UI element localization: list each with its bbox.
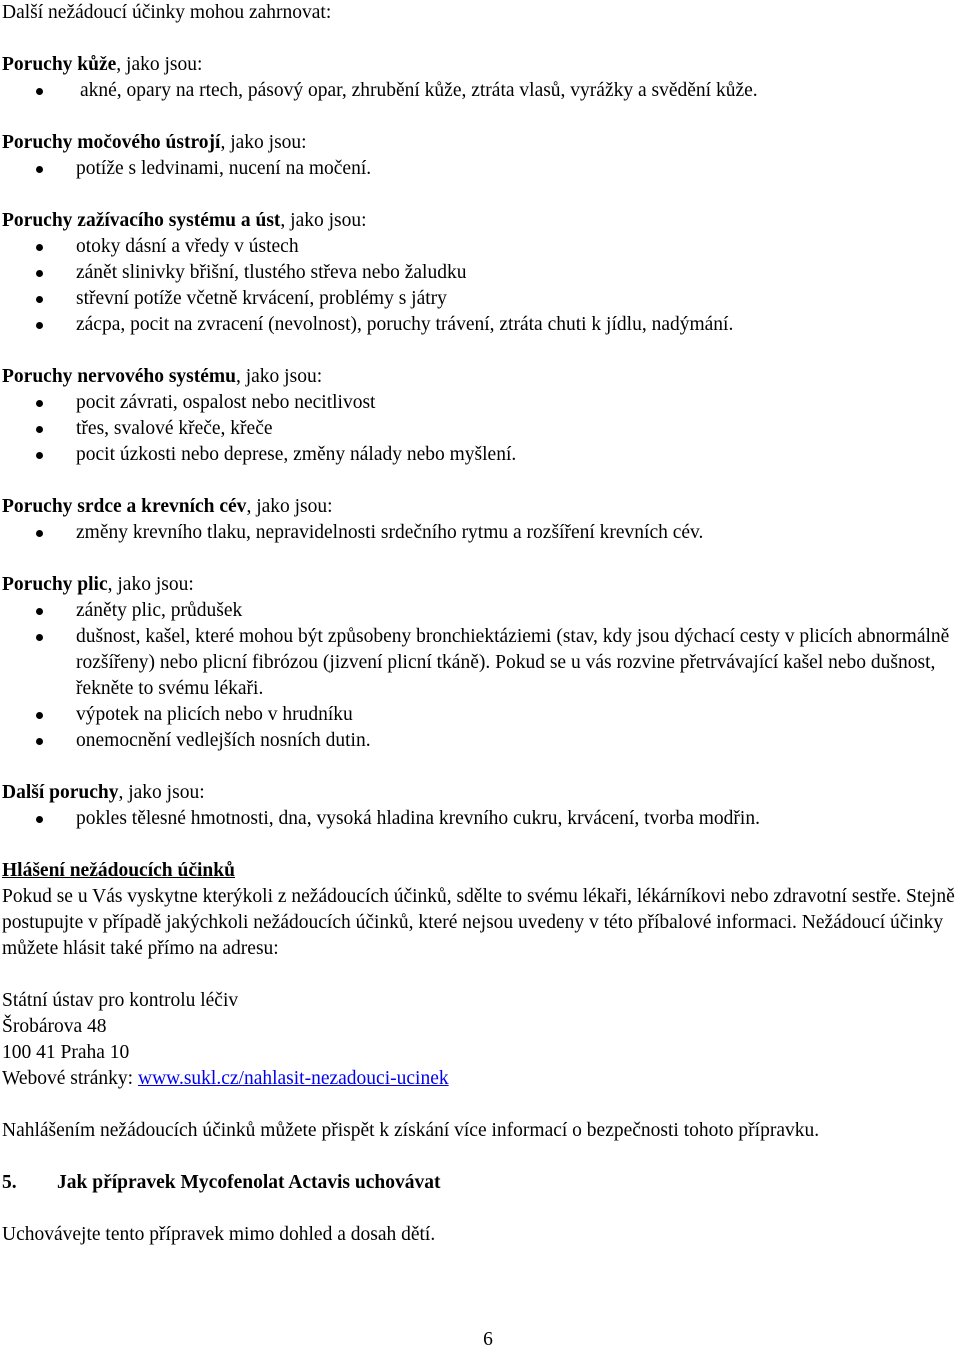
section-other [2,780,958,832]
section-heading-bold: Poruchy plic [2,574,108,595]
reporting-heading: Hlášení nežádoucích účinků [2,860,235,881]
storage-text: Uchovávejte tento přípravek mimo dohled a dosah dětí. [2,1224,436,1245]
section-heading [2,780,958,806]
section-heading-bold: Poruchy močového ústrojí [2,132,221,153]
storage-title: Jak přípravek Mycofenolat Actavis uchovávat [57,1172,441,1193]
section-heading-bold: Poruchy nervového systému [2,366,236,387]
bullet-list [2,520,958,546]
list-item: akné, opary na rtech, pásový opar, zhrubění kůže, ztráta vlasů, vyrážky a svědění kůže. [2,78,958,104]
section-nervous [2,364,958,468]
web-link[interactable]: www.sukl.cz/nahlasit-nezadouci-ucinek [137,1068,449,1089]
address-name: Státní ústav pro kontrolu léčiv [2,990,239,1011]
section-heading-rest: , jako jsou: [246,496,333,517]
list-item: pocit závrati, ospalost nebo necitlivost [2,390,958,416]
section-lungs [2,572,958,754]
section-heading-bold: Poruchy kůže [2,54,117,75]
reporting-section [2,858,958,1144]
document-page [2,0,958,1248]
section-heading [2,572,958,598]
list-item: třes, svalové křeče, křeče [2,416,958,442]
list-item: potíže s ledvinami, nucení na močení. [2,156,958,182]
section-heading-rest: , jako jsou: [118,782,205,803]
bullet-list [2,390,958,468]
list-item: onemocnění vedlejších nosních dutin. [2,728,958,754]
section-heading-bold: Poruchy zažívacího systému a úst [2,210,281,231]
section-heading-rest: , jako jsou: [107,574,194,595]
address-street: Šrobárova 48 [2,1016,107,1037]
list-item: střevní potíže včetně krvácení, problémy s játry [2,286,958,312]
section-heading-bold: Poruchy srdce a krevních cév [2,496,247,517]
section-heading-rest: , jako jsou: [280,210,367,231]
section-heading [2,130,958,156]
bullet-list [2,234,958,338]
list-item: zánět slinivky břišní, tlustého střeva nebo žaludku [2,260,958,286]
bullet-list [2,598,958,754]
list-item: záněty plic, průdušek [2,598,958,624]
bullet-list [2,156,958,182]
section-heart [2,494,958,546]
section-urinary [2,130,958,182]
storage-section [2,1170,958,1248]
section-heading-bold: Další poruchy [2,782,119,803]
list-item: změny krevního tlaku, nepravidelnosti srdečního rytmu a rozšíření krevních cév. [2,520,958,546]
bullet-list [2,806,958,832]
web-label: Webové stránky: [2,1068,138,1089]
address-city: 100 41 Praha 10 [2,1042,130,1063]
list-item: pokles tělesné hmotnosti, dna, vysoká hladina krevního cukru, krvácení, tvorba modřin. [2,806,958,832]
section-heading [2,494,958,520]
bullet-list [2,78,958,104]
reporting-closing: Nahlášením nežádoucích účinků můžete přispět k získání více informací o bezpečnosti tohoto přípravku. [2,1120,820,1141]
intro-text: Další nežádoucí účinky mohou zahrnovat: [2,2,332,23]
list-item: zácpa, pocit na zvracení (nevolnost), poruchy trávení, ztráta chuti k jídlu, nadýmání. [2,312,958,338]
address-web [2,1066,958,1092]
reporting-paragraph: Pokud se u Vás vyskytne kterýkoli z nežádoucích účinků, sdělte to svému lékaři, lékárníkovi nebo zdravotní sestře. Stejně postupujte v případě jakýchkoli nežádoucích účinků, které nejsou uvedeny v této příbalové informaci. Nežádoucí účinky můžete hlásit také přímo na adresu: [2,886,955,959]
list-item: otoky dásní a vředy v ústech [2,234,958,260]
list-item: výpotek na plicích nebo v hrudníku [2,702,958,728]
page-number: 6 [483,1329,493,1350]
section-heading-rest: , jako jsou: [116,54,203,75]
section-digestive [2,208,958,338]
list-item: dušnost, kašel, které mohou být způsobeny bronchiektáziemi (stav, kdy jsou dýchací cesty v plicích abnormálně rozšířeny) nebo plicní fibrózou (jizvení plicní tkáně). Pokud se u vás rozvine přetrvávající kašel nebo dušnost, řekněte to svému lékaři. [2,624,958,702]
section-heading-rest: , jako jsou: [220,132,307,153]
list-item: pocit úzkosti nebo deprese, změny nálady nebo myšlení. [2,442,958,468]
section-heading [2,52,958,78]
storage-heading [2,1170,958,1196]
section-heading [2,208,958,234]
section-heading [2,364,958,390]
reporting-address [2,988,958,1092]
storage-number: 5. [2,1172,17,1193]
section-skin [2,52,958,104]
section-heading-rest: , jako jsou: [235,366,323,387]
